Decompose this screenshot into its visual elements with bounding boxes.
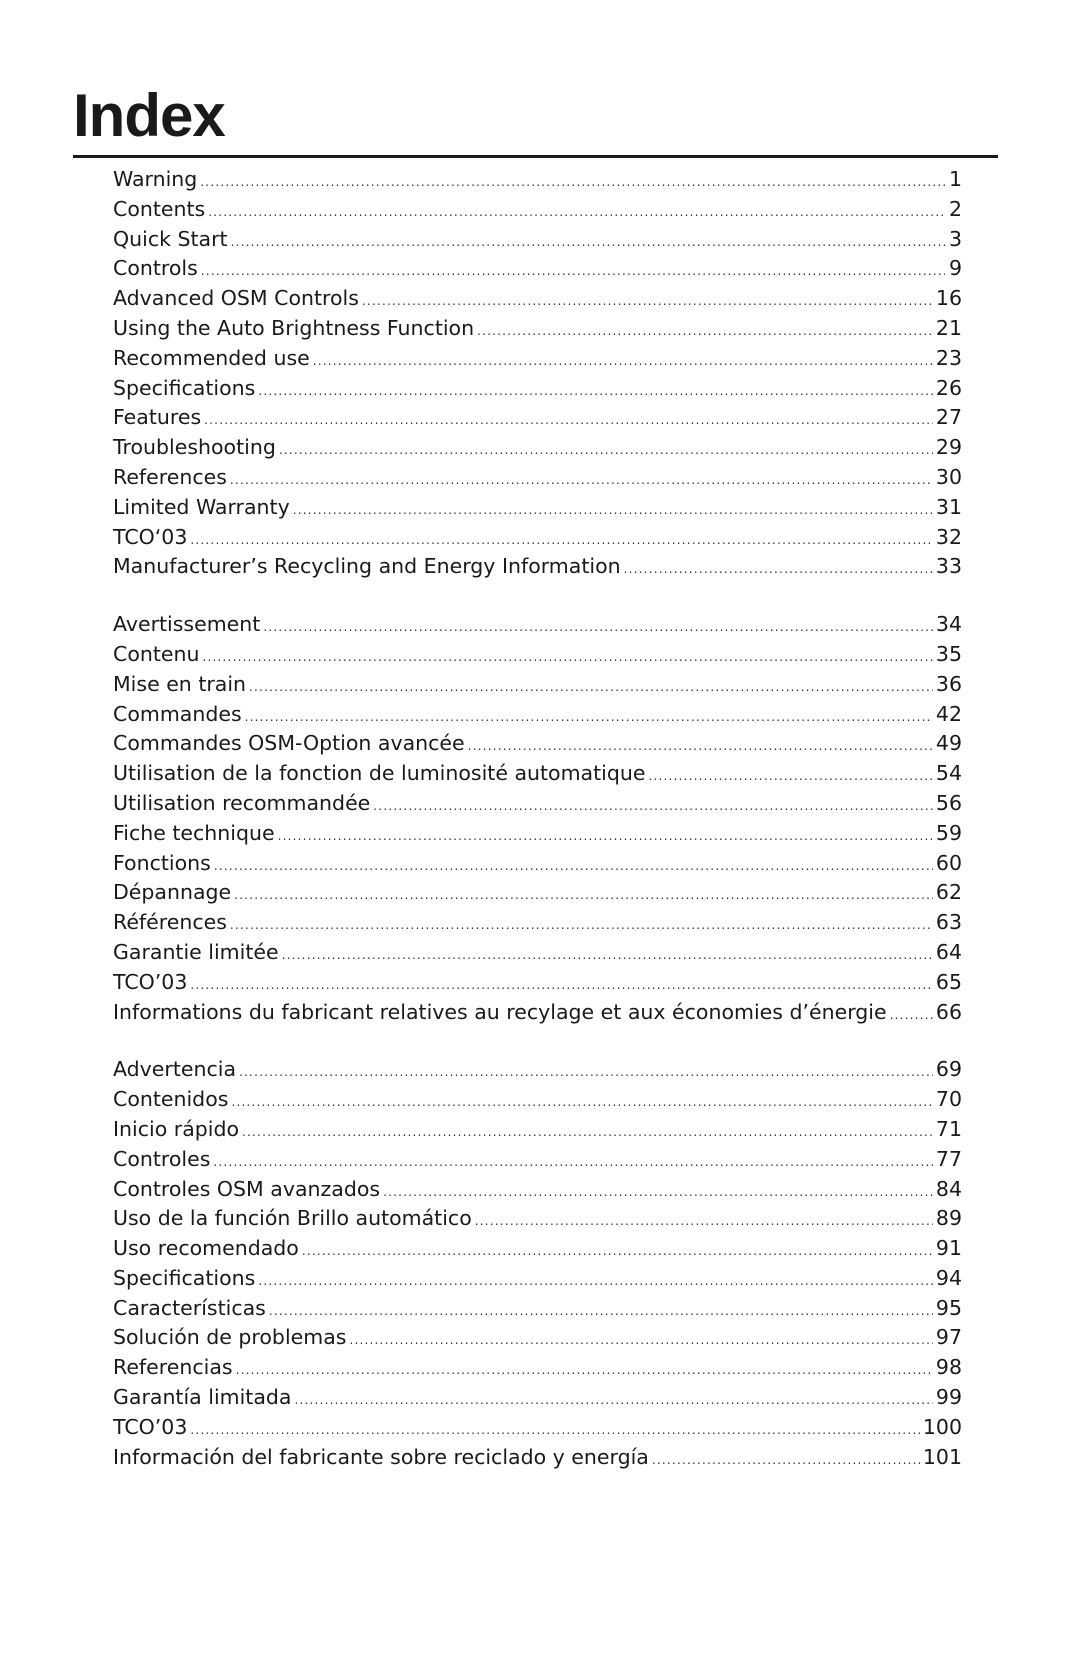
toc-entry-label: Manufacturer’s Recycling and Energy Information: [113, 554, 621, 579]
toc-entry[interactable]: [113, 789, 962, 819]
toc-entry[interactable]: [113, 314, 962, 344]
toc-entry-label: Garantía limitada: [113, 1385, 292, 1410]
toc-entry[interactable]: [113, 878, 962, 908]
table-of-contents: [113, 165, 962, 1472]
title-rule: [73, 155, 998, 158]
toc-entry-label: Información del fabricante sobre reciclado y energía: [113, 1444, 649, 1469]
toc-entry[interactable]: [113, 640, 962, 670]
dot-leader: [263, 613, 933, 643]
dot-leader: [269, 1297, 933, 1327]
toc-entry[interactable]: [113, 284, 962, 314]
toc-entry-page: 35: [935, 641, 962, 666]
toc-entry[interactable]: [113, 670, 962, 700]
dot-leader: [230, 911, 933, 941]
dot-leader: [190, 971, 933, 1001]
toc-entry-label: Controles: [113, 1146, 211, 1171]
toc-entry-label: Références: [113, 910, 227, 935]
toc-entry-label: Controles OSM avanzados: [113, 1176, 381, 1201]
toc-entry-label: Controls: [113, 256, 198, 281]
dot-leader: [652, 1446, 920, 1476]
dot-leader: [383, 1178, 933, 1208]
dot-leader: [302, 1237, 933, 1267]
dot-leader: [190, 526, 933, 556]
dot-leader: [204, 406, 933, 436]
toc-entry-page: 32: [935, 524, 962, 549]
toc-entry-label: Garantie limitée: [113, 939, 279, 964]
dot-leader: [258, 1267, 933, 1297]
toc-entry-page: 91: [935, 1236, 962, 1261]
dot-leader: [475, 1207, 933, 1237]
toc-entry-page: 30: [935, 464, 962, 489]
toc-entry-label: Fonctions: [113, 850, 211, 875]
toc-entry[interactable]: [113, 493, 962, 523]
toc-entry-page: 16: [935, 286, 962, 311]
toc-entry[interactable]: [113, 849, 962, 879]
dot-leader: [313, 347, 933, 377]
toc-entry-label: Specifications: [113, 1265, 256, 1290]
toc-entry[interactable]: [113, 1353, 962, 1383]
dot-leader: [231, 228, 945, 258]
toc-section-english: [113, 165, 962, 582]
toc-entry-page: 94: [935, 1265, 962, 1290]
toc-entry-label: Avertissement: [113, 612, 261, 637]
toc-entry[interactable]: [113, 433, 962, 463]
toc-entry-page: 69: [935, 1057, 962, 1082]
toc-entry-label: Limited Warranty: [113, 494, 290, 519]
toc-entry[interactable]: [113, 1085, 962, 1115]
dot-leader: [468, 732, 933, 762]
toc-entry-page: 62: [935, 880, 962, 905]
toc-entry-page: 71: [935, 1116, 962, 1141]
toc-entry-page: 26: [935, 375, 962, 400]
toc-section-french: [113, 610, 962, 1027]
toc-entry-label: Advanced OSM Controls: [113, 286, 359, 311]
toc-entry-page: 42: [935, 701, 962, 726]
toc-entry-page: 98: [935, 1355, 962, 1380]
dot-leader: [648, 762, 932, 792]
dot-leader: [242, 1118, 933, 1148]
dot-leader: [200, 168, 945, 198]
toc-entry-page: 89: [935, 1206, 962, 1231]
toc-entry[interactable]: [113, 374, 962, 404]
dot-leader: [239, 1058, 933, 1088]
toc-entry[interactable]: [113, 254, 962, 284]
toc-entry[interactable]: [113, 225, 962, 255]
toc-entry-page: 31: [935, 494, 962, 519]
toc-entry-label: Mise en train: [113, 671, 247, 696]
toc-entry-label: TCO’03: [113, 1414, 188, 1439]
toc-entry[interactable]: [113, 1175, 962, 1205]
dot-leader: [624, 555, 933, 585]
toc-entry-label: Features: [113, 405, 202, 430]
toc-entry-label: Commandes: [113, 701, 242, 726]
toc-entry-label: Contenu: [113, 641, 200, 666]
dot-leader: [234, 881, 933, 911]
toc-entry-label: Recommended use: [113, 345, 310, 370]
toc-entry-label: Uso recomendado: [113, 1236, 299, 1261]
dot-leader: [213, 1148, 933, 1178]
toc-entry[interactable]: [113, 1323, 962, 1353]
toc-entry-label: Inicio rápido: [113, 1116, 240, 1141]
toc-entry-page: 101: [922, 1444, 962, 1469]
toc-entry-label: Uso de la función Brillo automático: [113, 1206, 472, 1231]
dot-leader: [294, 1386, 932, 1416]
toc-entry-page: 27: [935, 405, 962, 430]
toc-entry[interactable]: [113, 700, 962, 730]
dot-leader: [214, 852, 933, 882]
toc-section-spanish: [113, 1055, 962, 1472]
dot-leader: [258, 377, 933, 407]
toc-entry[interactable]: [113, 968, 962, 998]
toc-entry-page: 33: [935, 554, 962, 579]
dot-leader: [190, 1416, 919, 1446]
toc-entry-label: Specifications: [113, 375, 256, 400]
toc-entry[interactable]: [113, 165, 962, 195]
toc-entry-page: 56: [935, 790, 962, 815]
toc-entry-page: 54: [935, 761, 962, 786]
toc-entry[interactable]: [113, 463, 962, 493]
toc-entry[interactable]: [113, 759, 962, 789]
toc-entry-page: 36: [935, 671, 962, 696]
dot-leader: [349, 1326, 932, 1356]
toc-entry[interactable]: [113, 610, 962, 640]
toc-entry-page: 2: [948, 196, 962, 221]
toc-entry-label: Utilisation de la fonction de luminosité automatique: [113, 761, 646, 786]
toc-entry[interactable]: [113, 998, 962, 1028]
page-title: Index: [73, 82, 225, 149]
dot-leader: [231, 1088, 932, 1118]
toc-entry-page: 65: [935, 969, 962, 994]
toc-entry-label: Advertencia: [113, 1057, 237, 1082]
toc-entry[interactable]: [113, 1443, 962, 1473]
dot-leader: [477, 317, 933, 347]
toc-entry-label: Características: [113, 1295, 266, 1320]
toc-entry-label: Solución de problemas: [113, 1325, 347, 1350]
toc-entry[interactable]: [113, 1115, 962, 1145]
toc-entry-page: 9: [948, 256, 962, 281]
toc-entry-label: References: [113, 464, 227, 489]
toc-entry[interactable]: [113, 1055, 962, 1085]
toc-entry[interactable]: [113, 403, 962, 433]
toc-entry-label: Troubleshooting: [113, 435, 276, 460]
toc-entry-page: 77: [935, 1146, 962, 1171]
dot-leader: [373, 792, 933, 822]
dot-leader: [249, 673, 933, 703]
toc-entry-label: Fiche technique: [113, 820, 275, 845]
toc-entry-label: TCO‘03: [113, 524, 188, 549]
toc-entry-label: Dépannage: [113, 880, 232, 905]
toc-entry-page: 59: [935, 820, 962, 845]
toc-entry-page: 63: [935, 910, 962, 935]
toc-entry[interactable]: [113, 523, 962, 553]
toc-entry-page: 23: [935, 345, 962, 370]
toc-entry-page: 99: [935, 1385, 962, 1410]
toc-entry-label: Warning: [113, 167, 198, 191]
toc-entry-label: Contents: [113, 196, 206, 221]
toc-entry[interactable]: [113, 1264, 962, 1294]
toc-entry-page: 84: [935, 1176, 962, 1201]
toc-entry-label: TCO’03: [113, 969, 188, 994]
toc-entry-page: 60: [935, 850, 962, 875]
toc-entry[interactable]: [113, 1234, 962, 1264]
toc-entry[interactable]: [113, 819, 962, 849]
toc-entry[interactable]: [113, 1383, 962, 1413]
toc-entry-page: 95: [935, 1295, 962, 1320]
toc-entry[interactable]: [113, 938, 962, 968]
toc-entry-page: 66: [935, 999, 962, 1024]
toc-entry-page: 29: [935, 435, 962, 460]
dot-leader: [230, 466, 933, 496]
dot-leader: [293, 496, 933, 526]
dot-leader: [278, 822, 933, 852]
dot-leader: [208, 198, 945, 228]
toc-entry-page: 34: [935, 612, 962, 637]
toc-entry-label: Referencias: [113, 1355, 233, 1380]
toc-entry[interactable]: [113, 195, 962, 225]
toc-entry-page: 21: [935, 315, 962, 340]
toc-entry-label: Informations du fabricant relatives au recylage et aux économies d’énergie: [113, 999, 887, 1024]
toc-entry-page: 3: [948, 226, 962, 251]
toc-entry[interactable]: [113, 1413, 962, 1443]
toc-entry[interactable]: [113, 729, 962, 759]
dot-leader: [282, 941, 933, 971]
toc-entry-label: Commandes OSM-Option avancée: [113, 731, 465, 756]
toc-entry-label: Utilisation recommandée: [113, 790, 371, 815]
dot-leader: [890, 1001, 933, 1031]
dot-leader: [279, 436, 933, 466]
dot-leader: [362, 287, 933, 317]
toc-entry[interactable]: [113, 344, 962, 374]
toc-entry-page: 97: [935, 1325, 962, 1350]
dot-leader: [202, 643, 932, 673]
toc-entry-label: Using the Auto Brightness Function: [113, 315, 475, 340]
dot-leader: [236, 1356, 933, 1386]
toc-entry[interactable]: [113, 908, 962, 938]
toc-entry-page: 1: [948, 167, 962, 191]
toc-entry-page: 64: [935, 939, 962, 964]
dot-leader: [201, 257, 945, 287]
toc-entry-page: 100: [922, 1414, 962, 1439]
toc-entry-label: Contenidos: [113, 1087, 229, 1112]
toc-entry[interactable]: [113, 1204, 962, 1234]
toc-entry[interactable]: [113, 1294, 962, 1324]
toc-entry-label: Quick Start: [113, 226, 228, 251]
toc-entry[interactable]: [113, 1145, 962, 1175]
toc-entry-page: 70: [935, 1087, 962, 1112]
dot-leader: [245, 703, 933, 733]
toc-entry[interactable]: [113, 552, 962, 582]
toc-entry-page: 49: [935, 731, 962, 756]
